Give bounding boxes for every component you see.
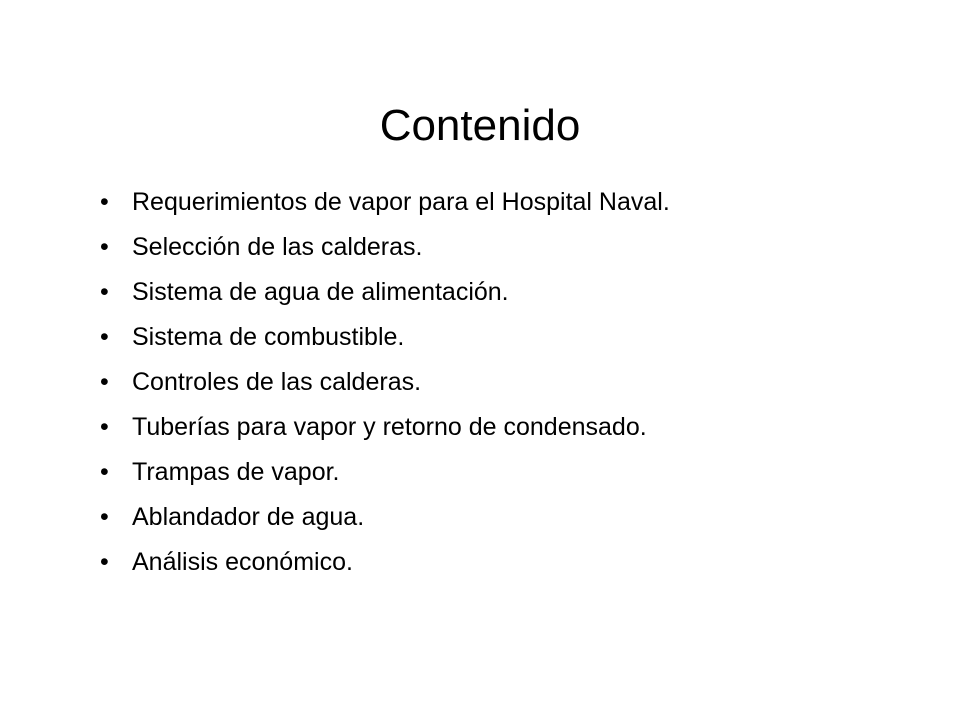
list-item-text: Tuberías para vapor y retorno de condensado.	[132, 413, 647, 441]
list-item-text: Requerimientos de vapor para el Hospital Naval.	[132, 188, 670, 216]
bullet-icon: •	[100, 368, 109, 396]
list-item	[100, 540, 670, 585]
bullet-icon: •	[100, 458, 109, 486]
list-item	[100, 450, 670, 495]
list-item	[100, 360, 670, 405]
bullet-icon: •	[100, 503, 109, 531]
list-item	[100, 315, 670, 360]
bullet-icon: •	[100, 188, 109, 216]
list-item-text: Selección de las calderas.	[132, 233, 423, 261]
slide-title: Contenido	[379, 101, 581, 150]
list-item-text: Ablandador de agua.	[132, 503, 365, 531]
bullet-icon: •	[100, 413, 109, 441]
bullet-list	[100, 180, 670, 585]
list-item-text: Sistema de combustible.	[132, 323, 405, 351]
list-item-text: Sistema de agua de alimentación.	[132, 278, 509, 306]
list-item	[100, 270, 670, 315]
bullet-icon: •	[100, 278, 109, 306]
list-item	[100, 405, 670, 450]
list-item-text: Análisis económico.	[132, 548, 353, 576]
bullet-icon: •	[100, 548, 109, 576]
list-item	[100, 495, 670, 540]
bullet-icon: •	[100, 323, 109, 351]
bullet-icon: •	[100, 233, 109, 261]
list-item	[100, 180, 670, 225]
list-item	[100, 225, 670, 270]
list-item-text: Trampas de vapor.	[132, 458, 340, 486]
list-item-text: Controles de las calderas.	[132, 368, 422, 396]
